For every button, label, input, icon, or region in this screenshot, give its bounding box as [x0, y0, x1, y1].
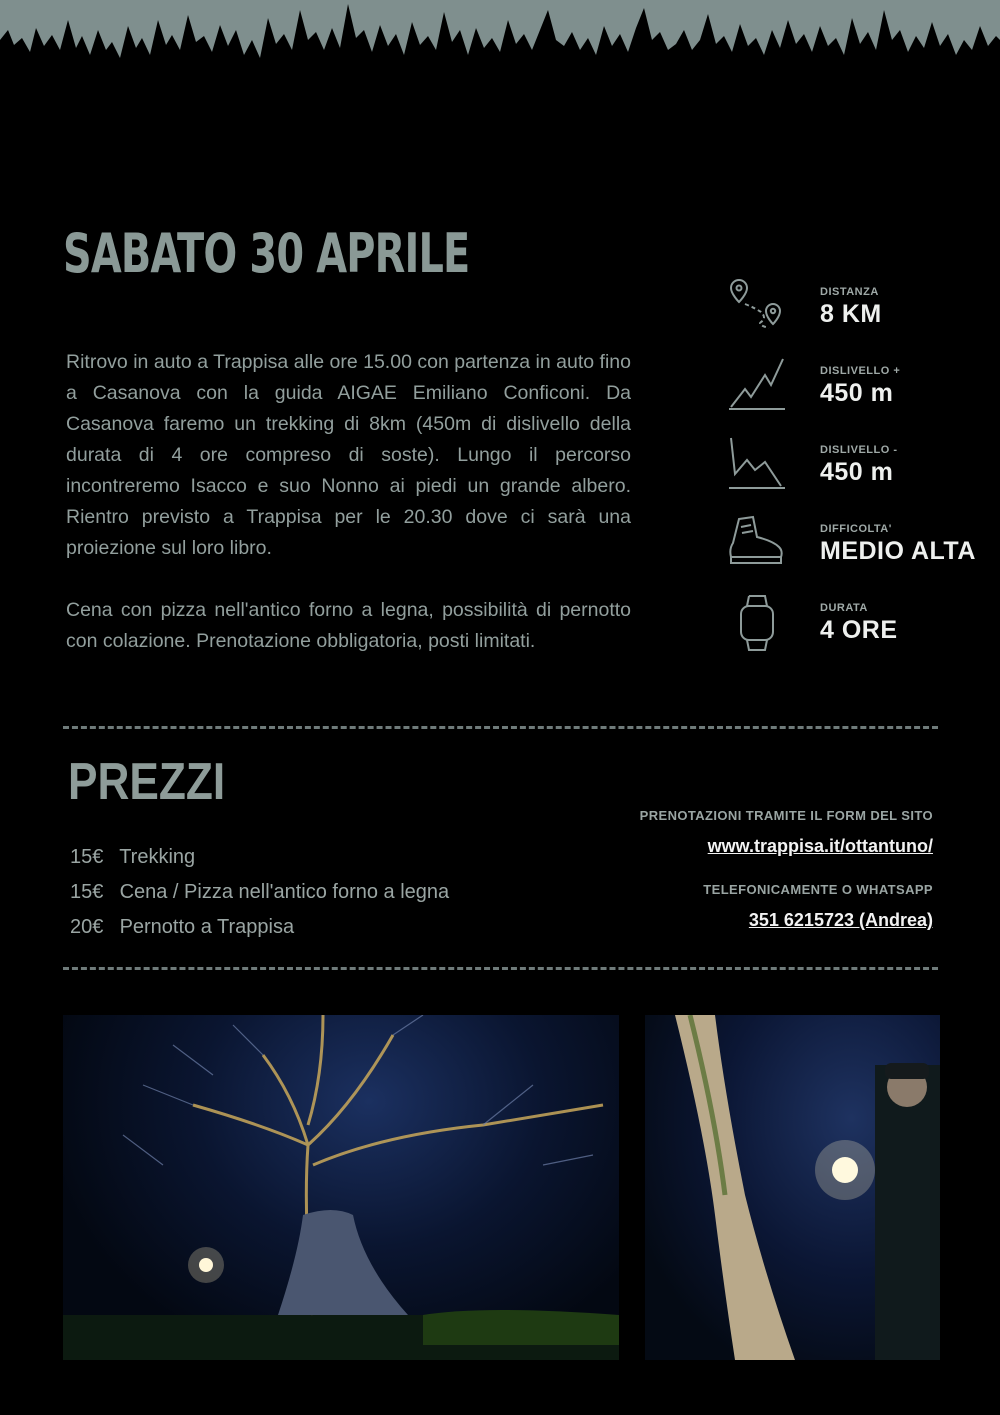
trek-stats [725, 276, 985, 671]
stat-distance [725, 276, 985, 355]
tree-trunk-illustration [645, 1015, 940, 1360]
price-amount: 15€ [70, 846, 104, 868]
forest-header [0, 0, 1000, 150]
price-amount: 20€ [70, 916, 104, 938]
hiking-boot-icon [725, 513, 791, 573]
prices-title: PREZZI [68, 753, 226, 811]
stat-label: DISLIVELLO + [820, 365, 901, 377]
tree-illustration [63, 1015, 619, 1360]
descent-mountain-icon [725, 434, 791, 494]
stat-label: DISLIVELLO - [820, 444, 898, 456]
price-description: Pernotto a Trappisa [119, 916, 295, 938]
stat-value: 8 KM [820, 300, 882, 328]
grandpa-night-photo [645, 1015, 940, 1360]
stat-value: MEDIO ALTA [820, 537, 976, 565]
event-title: SABATO 30 APRILE [63, 222, 470, 285]
stat-value: 4 ORE [820, 616, 898, 644]
booking-url-link[interactable]: www.trappisa.it/ottantuno/ [707, 836, 933, 856]
section-divider [63, 726, 938, 729]
phone-booking-label: TELEFONICAMENTE O WHATSAPP [703, 882, 933, 897]
price-list [70, 840, 449, 945]
stat-label: DIFFICOLTA' [820, 523, 892, 535]
price-item [70, 910, 449, 945]
price-item [70, 875, 449, 910]
price-amount: 15€ [70, 881, 104, 903]
watch-icon [725, 592, 791, 652]
stat-descent [725, 434, 985, 513]
stat-label: DISTANZA [820, 286, 879, 298]
stat-value: 450 m [820, 458, 894, 486]
description-paragraph: Ritrovo in auto a Trappisa alle ore 15.00 con partenza in auto fino a Casanova con la guida AIGAE Emiliano Conficoni. Da Casanova faremo un trekking di 8km (450m di dislivello della durata di 4 ore compreso di soste). Lungo il percorso incontreremo Isacco e suo Nonno ai piedi un grande albero. Rientro previsto a Trappisa per le 20.30 dove ci sarà una proiezione sul loro libro. [66, 351, 631, 559]
price-description: Trekking [119, 846, 196, 868]
price-item [70, 840, 449, 875]
form-booking-label: PRENOTAZIONI TRAMITE IL FORM DEL SITO [639, 808, 933, 823]
stat-difficulty [725, 513, 985, 592]
description-paragraph: Cena con pizza nell'antico forno a legna, possibilità di pernotto con colazione. Prenotazione obbligatoria, posti limitati. [66, 599, 631, 652]
ascent-mountain-icon [725, 355, 791, 415]
stat-duration [725, 592, 985, 671]
stat-ascent [725, 355, 985, 434]
stat-value: 450 m [820, 379, 894, 407]
price-description: Cena / Pizza nell'antico forno a legna [119, 881, 450, 903]
route-pin-icon [725, 276, 791, 336]
tree-night-photo [63, 1015, 619, 1360]
section-divider [63, 967, 938, 970]
booking-phone-link[interactable]: 351 6215723 (Andrea) [748, 910, 933, 930]
stat-label: DURATA [820, 602, 868, 614]
event-description [66, 347, 631, 688]
